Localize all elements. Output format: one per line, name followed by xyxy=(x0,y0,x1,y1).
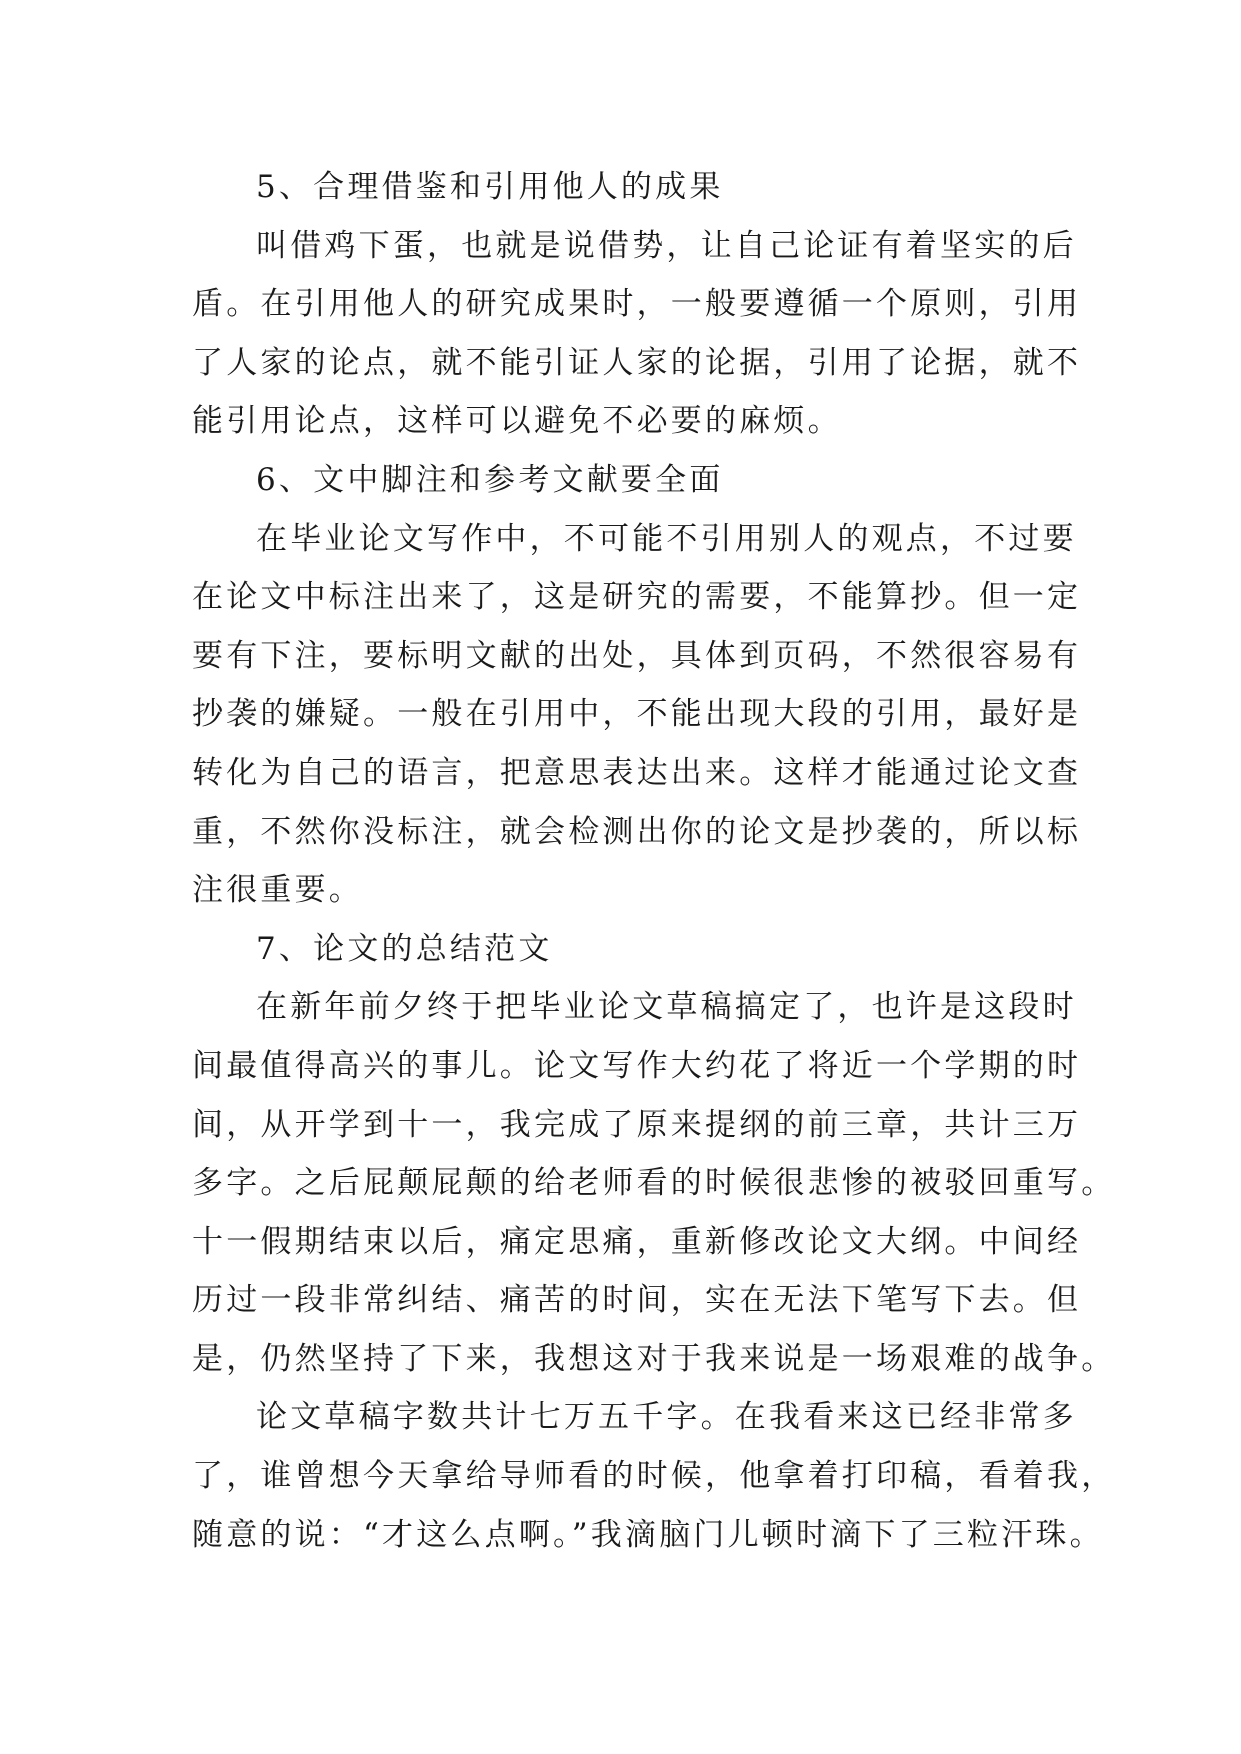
text-line: 论文草稿字数共计七万五千字。在我看来这已经非常多 xyxy=(256,1399,1077,1436)
text-line: 历过一段非常纠结、痛苦的时间，实在无法下笔写下去。但 xyxy=(192,1282,1082,1319)
text-line: 在论文中标注出来了，这是研究的需要，不能算抄。但一定 xyxy=(192,579,1082,616)
text-line: 转化为自己的语言，把意思表达出来。这样才能通过论文查 xyxy=(192,754,1082,791)
text-line: 了，谁曾想今天拿给导师看的时候，他拿着打印稿，看着我， xyxy=(192,1458,1116,1495)
text-line: 6、文中脚注和参考文献要全面 xyxy=(256,461,724,498)
text-line: 注很重要。 xyxy=(192,872,363,909)
text-line: 是，仍然坚持了下来，我想这对于我来说是一场艰难的战争。 xyxy=(192,1340,1116,1377)
text-line: 多字。之后屁颠屁颠的给老师看的时候很悲惨的被驳回重写。 xyxy=(192,1165,1116,1202)
document-page xyxy=(192,158,1116,1564)
text-line: 能引用论点，这样可以避免不必要的麻烦。 xyxy=(192,403,842,440)
text-line: 间最值得高兴的事儿。论文写作大约花了将近一个学期的时 xyxy=(192,1047,1082,1084)
text-line: 要有下注，要标明文献的出处，具体到页码，不然很容易有 xyxy=(192,637,1082,674)
text-line: 间，从开学到十一，我完成了原来提纲的前三章，共计三万 xyxy=(192,1106,1082,1143)
text-line: 叫借鸡下蛋，也就是说借势，让自己论证有着坚实的后 xyxy=(256,227,1077,264)
text-line: 随意的说：“才这么点啊。”我滴脑门儿顿时滴下了三粒汗珠。 xyxy=(192,1516,1104,1553)
text-line: 重，不然你没标注，就会检测出你的论文是抄袭的，所以标 xyxy=(192,813,1082,850)
text-line: 在新年前夕终于把毕业论文草稿搞定了，也许是这段时 xyxy=(256,989,1077,1026)
text-line: 5、合理借鉴和引用他人的成果 xyxy=(256,169,724,205)
text-line: 盾。在引用他人的研究成果时，一般要遵循一个原则，引用 xyxy=(192,286,1082,323)
text-line: 了人家的论点，就不能引证人家的论据，引用了论据，就不 xyxy=(192,344,1082,381)
text-line: 7、论文的总结范文 xyxy=(256,930,553,967)
text-line: 抄袭的嫌疑。一般在引用中，不能出现大段的引用，最好是 xyxy=(192,696,1082,733)
text-line: 十一假期结束以后，痛定思痛，重新修改论文大纲。中间经 xyxy=(192,1223,1082,1260)
text-line: 在毕业论文写作中，不可能不引用别人的观点，不过要 xyxy=(256,520,1077,557)
